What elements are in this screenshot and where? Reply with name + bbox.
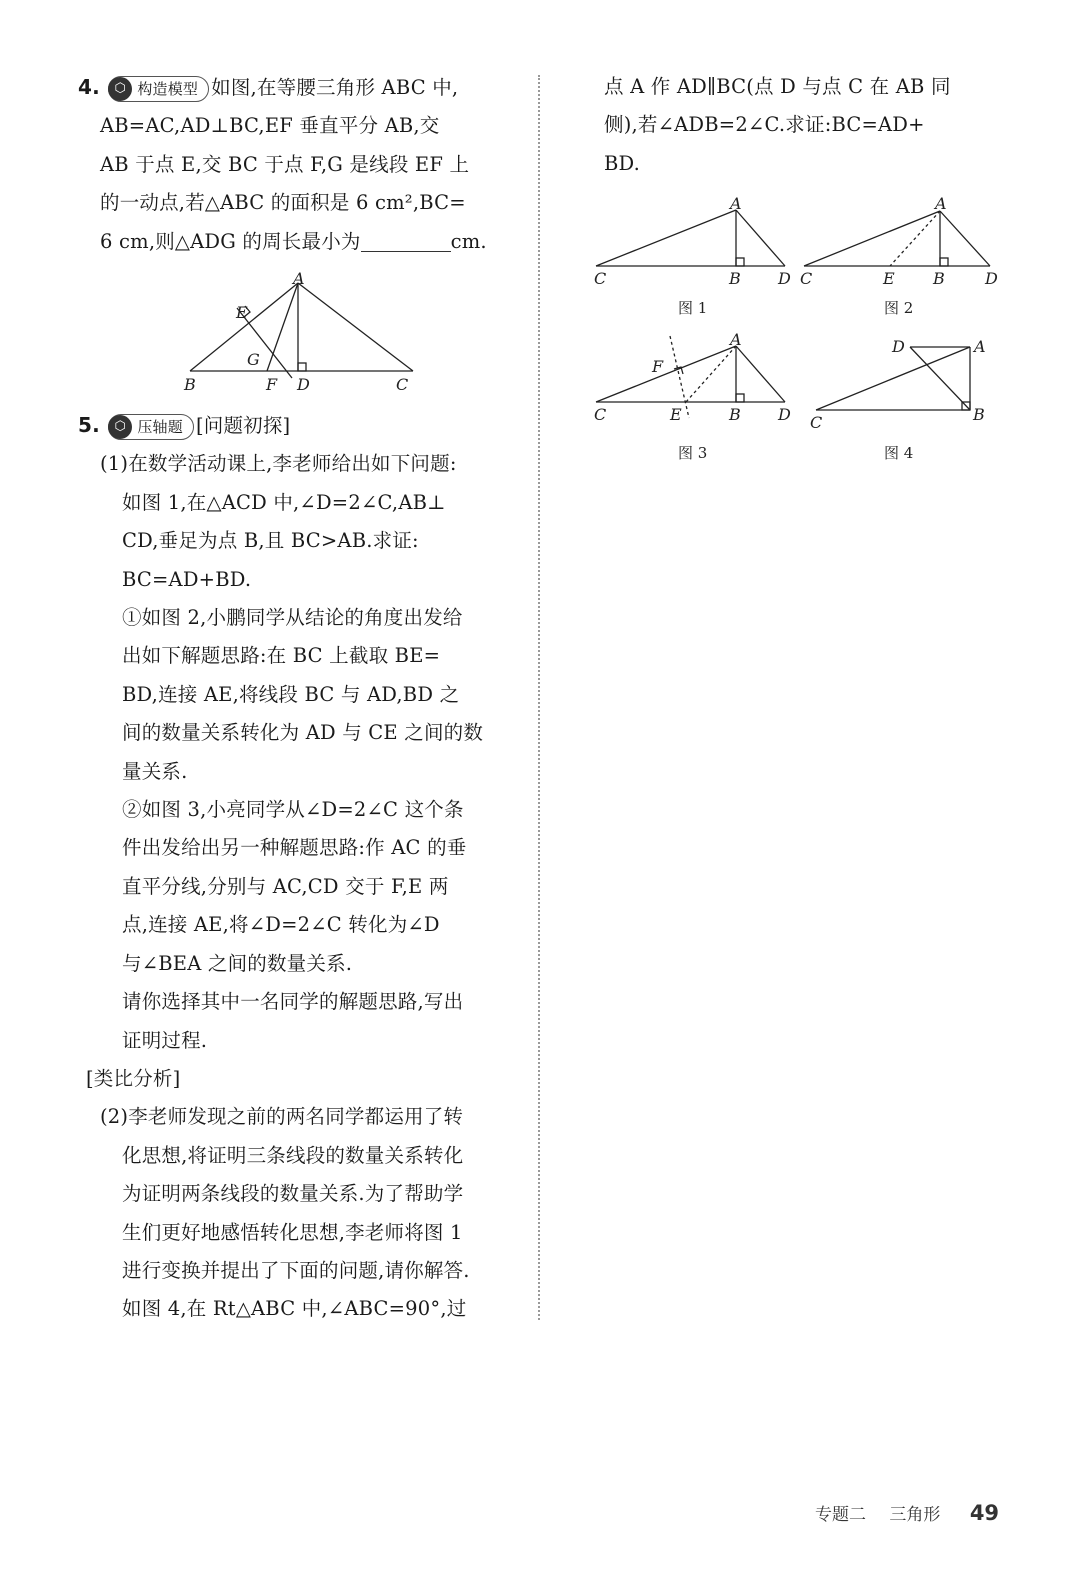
answer-blank[interactable] bbox=[361, 250, 451, 252]
q4-line-5: 6 cm,则△ADG 的周长最小为 cm. bbox=[100, 229, 487, 253]
q5-p2-line: 化思想,将证明三条线段的数量关系转化 bbox=[122, 1143, 464, 1167]
fig2-label-e: E bbox=[883, 269, 895, 288]
q5-p1-line: 件出发给出另一种解题思路:作 AC 的垂 bbox=[122, 836, 467, 860]
cube-icon: ⬡ bbox=[108, 77, 132, 101]
q4-label-g: G bbox=[247, 350, 260, 369]
q5-tag: ⬡ 压轴题 bbox=[108, 414, 194, 440]
q5-p1-line: 量关系. bbox=[122, 759, 188, 783]
q4-number: 4. bbox=[78, 75, 100, 99]
q5-p2-line: 如图 4,在 Rt△ABC 中,∠ABC=90°,过 bbox=[122, 1297, 467, 1321]
fig3-label-a: A bbox=[730, 330, 742, 349]
q5-p1-line: ①如图 2,小鹏同学从结论的角度出发给 bbox=[122, 606, 463, 630]
q5-p1-line: 间的数量关系转化为 AD 与 CE 之间的数 bbox=[122, 721, 484, 745]
fig4-label-c: C bbox=[810, 413, 823, 432]
q5-p1-line: 出如下解题思路:在 BC 上截取 BE= bbox=[122, 644, 441, 668]
fig3-label-f: F bbox=[652, 357, 664, 376]
q5-block bbox=[78, 406, 528, 1329]
q5-right-line: BD. bbox=[604, 151, 641, 175]
q5-p1-line: 请你选择其中一名同学的解题思路,写出 bbox=[122, 990, 464, 1014]
q4-label-f: F bbox=[266, 375, 278, 394]
fig4-label-d: D bbox=[892, 337, 905, 356]
q4-label-a: A bbox=[293, 269, 305, 288]
fig1-label-c: C bbox=[594, 269, 607, 288]
q5-p1-line: ②如图 3,小亮同学从∠D=2∠C 这个条 bbox=[122, 798, 464, 822]
fig2-label-c: C bbox=[800, 269, 813, 288]
q5-p2-line: 生们更好地感悟转化思想,李老师将图 1 bbox=[122, 1220, 463, 1244]
right-column bbox=[580, 68, 1010, 183]
q5-number: 5. bbox=[78, 413, 100, 437]
fig2-label-a: A bbox=[935, 194, 947, 213]
q4-figure bbox=[180, 268, 420, 398]
fig4-label-b: B bbox=[973, 405, 985, 424]
footer-topic: 专题二 bbox=[815, 1505, 866, 1525]
footer-chapter: 三角形 bbox=[889, 1505, 941, 1525]
q4-label-e: E bbox=[236, 303, 248, 322]
q4-tag: ⬡ 构造模型 bbox=[108, 76, 209, 102]
q5-p1-line: (1)在数学活动课上,李老师给出如下问题: bbox=[100, 452, 457, 476]
q5-header bbox=[78, 406, 528, 445]
q4-label-d: D bbox=[297, 375, 310, 394]
page-footer bbox=[815, 1500, 999, 1525]
fig3-label-d: D bbox=[778, 405, 791, 424]
q4-line-1: 4. ⬡ 构造模型 如图,在等腰三角形 ABC 中, bbox=[78, 68, 528, 107]
figure-3 bbox=[588, 326, 798, 466]
q5-section-1: [问题初探] bbox=[195, 414, 291, 437]
q5-p1-line: 点,连接 AE,将∠D=2∠C 转化为∠D bbox=[122, 913, 440, 937]
q5-p2-line: 为证明两条线段的数量关系.为了帮助学 bbox=[122, 1182, 464, 1206]
q5-p1-line: 证明过程. bbox=[122, 1028, 208, 1052]
q4-line-4: 的一动点,若△ABC 的面积是 6 cm²,BC= bbox=[100, 191, 466, 215]
q5-right-line: 侧),若∠ADB=2∠C.求证:BC=AD+ bbox=[604, 113, 925, 137]
q5-p1-line: 直平分线,分别与 AC,CD 交于 F,E 两 bbox=[122, 874, 449, 898]
q5-p1-line: CD,垂足为点 B,且 BC>AB.求证: bbox=[122, 529, 419, 553]
fig3-label-c: C bbox=[594, 405, 607, 424]
q5-p1-line: BD,连接 AE,将线段 BC 与 AD,BD 之 bbox=[122, 682, 460, 706]
fig2-caption: 图 2 bbox=[884, 299, 914, 317]
q5-right-line: 点 A 作 AD∥BC(点 D 与点 C 在 AB 同 bbox=[604, 75, 951, 98]
fig1-label-a: A bbox=[730, 194, 742, 213]
left-column bbox=[78, 68, 528, 261]
q5-p2-line: 进行变换并提出了下面的问题,请你解答. bbox=[122, 1258, 470, 1282]
q5-p1-line: 与∠BEA 之间的数量关系. bbox=[122, 951, 353, 975]
q4-line-3: AB 于点 E,交 BC 于点 F,G 是线段 EF 上 bbox=[100, 152, 470, 176]
q5-p1-line: 如图 1,在△ACD 中,∠D=2∠C,AB⊥ bbox=[122, 490, 446, 514]
q4-label-b: B bbox=[184, 375, 196, 394]
fig3-caption: 图 3 bbox=[678, 444, 708, 462]
fig2-label-b: B bbox=[933, 269, 945, 288]
cube-icon: ⬡ bbox=[108, 415, 132, 439]
q4-label-c: C bbox=[396, 375, 409, 394]
q5-p1-line: BC=AD+BD. bbox=[122, 567, 252, 591]
q5-p2-line: (2)李老师发现之前的两名同学都运用了转 bbox=[100, 1105, 464, 1129]
figure-4 bbox=[806, 330, 1011, 466]
fig4-caption: 图 4 bbox=[884, 444, 914, 462]
fig2-label-d: D bbox=[985, 269, 998, 288]
fig4-label-a: A bbox=[974, 337, 986, 356]
q5-section-2: [类比分析] bbox=[86, 1066, 181, 1090]
fig3-label-e: E bbox=[670, 405, 682, 424]
fig1-caption: 图 1 bbox=[678, 299, 708, 317]
fig3-label-b: B bbox=[729, 405, 741, 424]
fig1-label-b: B bbox=[729, 269, 741, 288]
figure-1 bbox=[588, 190, 798, 320]
q4-line-2: AB=AC,AD⊥BC,EF 垂直平分 AB,交 bbox=[100, 114, 440, 138]
column-divider bbox=[538, 75, 540, 1320]
fig1-label-d: D bbox=[778, 269, 791, 288]
figure-2 bbox=[798, 190, 1013, 320]
page-number: 49 bbox=[969, 1501, 1000, 1525]
